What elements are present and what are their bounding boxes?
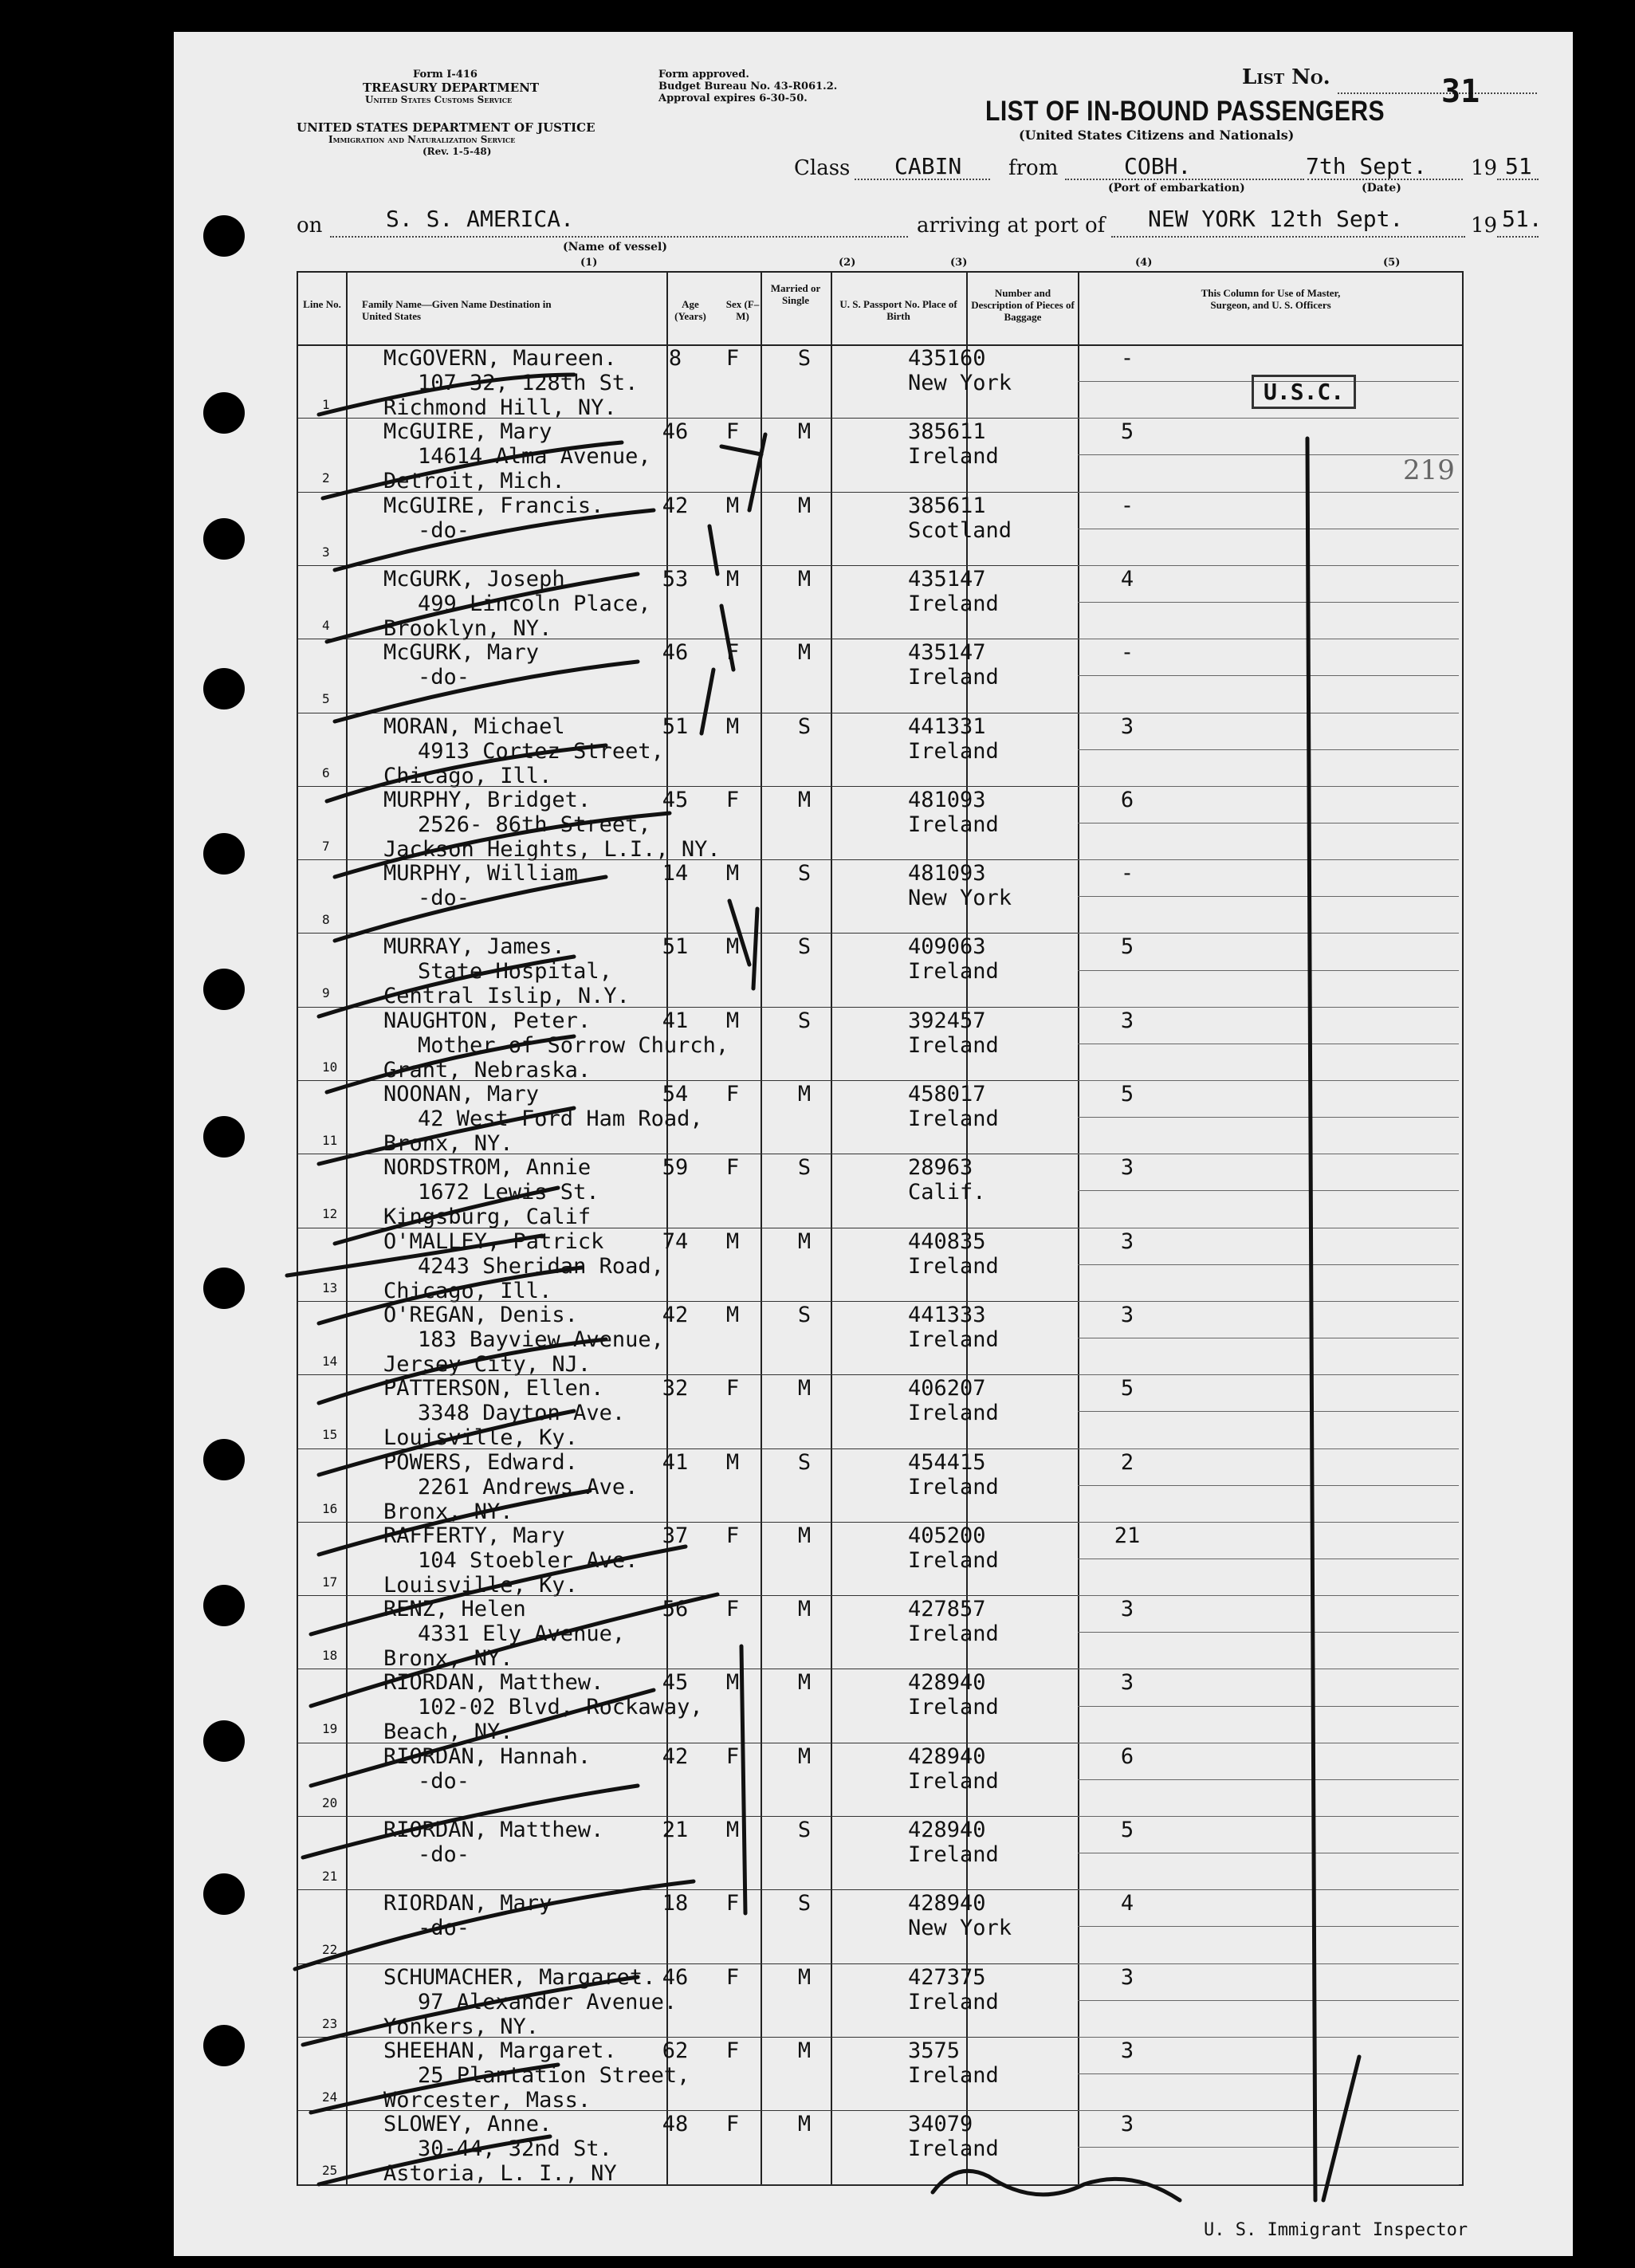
passenger-marital-status: M xyxy=(797,1670,812,1696)
passenger-sex: M xyxy=(725,1228,740,1254)
passenger-name: RIORDAN, Matthew. xyxy=(383,1818,604,1842)
passenger-address-line1: 14614 Alma Avenue, xyxy=(418,444,651,470)
passenger-address-line1: 4913 Cortez Street, xyxy=(418,738,664,764)
place-of-birth: Ireland xyxy=(908,2136,999,2162)
passenger-address-line2: Chicago, Ill. xyxy=(383,763,552,788)
passenger-name: MORAN, Michael xyxy=(383,713,565,739)
page-annotation-number: 219 xyxy=(1403,454,1455,486)
passenger-address-line2: Detroit, Mich. xyxy=(383,469,565,494)
passenger-sex: M xyxy=(725,493,740,518)
passport-number: 409063 xyxy=(908,934,986,960)
passenger-name: PATTERSON, Ellen. xyxy=(383,1376,604,1401)
passenger-sex: F xyxy=(725,1964,740,1990)
passport-number: 3575 xyxy=(908,2038,961,2063)
passenger-name: POWERS, Edward. xyxy=(383,1449,578,1475)
col-header-name: Family Name—Given Name Destination in United States xyxy=(362,298,552,322)
place-of-birth: Ireland xyxy=(908,1989,999,2014)
passenger-sex: M xyxy=(725,1302,740,1327)
passenger-age: 46 xyxy=(662,640,689,666)
passenger-age: 42 xyxy=(662,1302,689,1327)
place-of-birth: New York xyxy=(908,1916,1012,1941)
on-label: on xyxy=(297,214,323,238)
col-header-married: Married or Single xyxy=(770,282,821,306)
passenger-name: NAUGHTON, Peter. xyxy=(383,1008,592,1033)
passenger-age: 51 xyxy=(662,934,689,960)
line-number: 8 xyxy=(322,912,330,928)
col-header-passport: U. S. Passport No. Place of Birth xyxy=(839,298,957,322)
place-of-birth: Ireland xyxy=(908,2062,999,2088)
passenger-name: SLOWEY, Anne. xyxy=(383,2112,552,2137)
passenger-sex: M xyxy=(725,1670,740,1696)
passenger-address-line1: 1672 Lewis St. xyxy=(418,1180,599,1205)
passport-number: 406207 xyxy=(908,1376,986,1401)
passenger-marital-status: M xyxy=(797,1228,812,1254)
passenger-sex: F xyxy=(725,2038,740,2063)
passenger-address-line1: 2526- 86th Street, xyxy=(418,812,651,837)
line-number: 5 xyxy=(322,691,330,707)
passenger-age: 56 xyxy=(662,1597,689,1622)
line-number: 17 xyxy=(322,1574,338,1590)
line-number: 24 xyxy=(322,2089,338,2105)
baggage-count: 3 xyxy=(1120,1008,1134,1033)
passenger-sex: M xyxy=(725,1449,740,1475)
passenger-address-line2: Bronx, NY. xyxy=(383,1499,513,1524)
passenger-age: 21 xyxy=(662,1818,689,1842)
place-of-birth: Ireland xyxy=(908,812,999,837)
passenger-address-line2: Kingsburg, Calif xyxy=(383,1205,592,1230)
passenger-marital-status: M xyxy=(797,787,812,812)
line-number: 6 xyxy=(322,765,330,780)
departure-date: 7th Sept. xyxy=(1306,153,1427,179)
place-of-birth: Ireland xyxy=(908,1768,999,1794)
baggage-count: 4 xyxy=(1120,1891,1134,1916)
usc-stamp: U.S.C. xyxy=(1252,375,1356,409)
baggage-count: 6 xyxy=(1120,787,1134,812)
passenger-address-line2: Astoria, L. I., NY xyxy=(383,2161,617,2187)
passenger-name: McGUIRE, Francis. xyxy=(383,493,604,518)
passenger-address-line1: 3348 Dayton Ave. xyxy=(418,1401,626,1426)
line-number: 4 xyxy=(322,617,330,633)
passenger-name: RENZ, Helen xyxy=(383,1597,526,1622)
passenger-name: McGURK, Mary xyxy=(383,640,540,666)
passport-number: 385611 xyxy=(908,419,986,445)
place-of-birth: Ireland xyxy=(908,665,999,690)
baggage-count: 3 xyxy=(1120,1155,1134,1181)
place-of-birth: Ireland xyxy=(908,1253,999,1279)
baggage-count: 6 xyxy=(1120,1743,1134,1769)
passenger-age: 53 xyxy=(662,566,689,592)
ins-service: Immigration and Naturalization Service xyxy=(328,134,516,145)
passenger-marital-status: S xyxy=(797,1818,812,1842)
baggage-count: 3 xyxy=(1120,1964,1134,1990)
date-caption: (Date) xyxy=(1362,182,1401,195)
passport-number: 454415 xyxy=(908,1449,986,1475)
column-no-4: (4) xyxy=(1135,257,1153,269)
passenger-marital-status: S xyxy=(797,1891,812,1916)
passenger-age: 62 xyxy=(662,2038,689,2063)
line-number: 14 xyxy=(322,1353,338,1369)
passenger-name: O'REGAN, Denis. xyxy=(383,1302,578,1327)
passenger-address-line2: Worcester, Mass. xyxy=(383,2087,592,2113)
passenger-address-line2: Yonkers, NY. xyxy=(383,2014,540,2039)
passenger-age: 45 xyxy=(662,1670,689,1696)
baggage-count: 5 xyxy=(1120,1082,1134,1106)
passenger-age: 8 xyxy=(668,346,682,371)
passport-number: 428940 xyxy=(908,1818,986,1842)
col-header-line-no: Line No. xyxy=(303,298,341,310)
col-header-officers: This Column for Use of Master, Surgeon, and U. S. Officers xyxy=(1201,287,1341,311)
baggage-count: 4 xyxy=(1120,566,1134,592)
passenger-name: McGOVERN, Maureen. xyxy=(383,346,617,371)
passenger-name: MURRAY, James. xyxy=(383,934,565,960)
passenger-age: 42 xyxy=(662,493,689,518)
class-label: Class xyxy=(794,156,851,180)
line-number: 13 xyxy=(322,1279,338,1295)
baggage-count: 5 xyxy=(1120,419,1134,445)
passenger-age: 59 xyxy=(662,1155,689,1181)
baggage-count: 5 xyxy=(1120,1818,1134,1842)
passenger-sex: F xyxy=(725,1523,740,1548)
column-no-3: (3) xyxy=(950,257,968,269)
passenger-address-line1: -do- xyxy=(418,1768,470,1794)
passport-number: 481093 xyxy=(908,787,986,812)
passenger-name: RAFFERTY, Mary xyxy=(383,1523,565,1548)
place-of-birth: Ireland xyxy=(908,738,999,764)
passenger-name: RIORDAN, Mary xyxy=(383,1891,552,1916)
list-no-value: 31 xyxy=(1441,73,1480,110)
vessel-column-no: (1) xyxy=(580,257,598,269)
passenger-address-line2: Bronx, NY. xyxy=(383,1646,513,1672)
line-number: 9 xyxy=(322,985,330,1001)
customs-service: United States Customs Service xyxy=(365,94,513,105)
line-number: 2 xyxy=(322,470,330,486)
passenger-address-line2: Louisville, Ky. xyxy=(383,1425,578,1451)
passport-number: 405200 xyxy=(908,1523,986,1548)
treasury-department: TREASURY DEPARTMENT xyxy=(363,81,540,95)
arrival-year-prefix: 19 xyxy=(1471,214,1498,238)
passport-number: 28963 xyxy=(908,1155,973,1181)
passenger-sex: F xyxy=(725,1376,740,1401)
passenger-address-line1: 4331 Ely Avenue, xyxy=(418,1621,626,1647)
line-number: 11 xyxy=(322,1133,338,1148)
baggage-count: 3 xyxy=(1120,2038,1134,2063)
passenger-name: NOONAN, Mary xyxy=(383,1082,540,1106)
manifest-subtitle: (United States Citizens and Nationals) xyxy=(1019,128,1295,143)
baggage-count: - xyxy=(1120,861,1134,886)
passenger-marital-status: M xyxy=(797,640,812,666)
passenger-address-line2: Bronx, NY. xyxy=(383,1131,513,1156)
passenger-address-line1: 25 Plantation Street, xyxy=(418,2062,690,2088)
from-label: from xyxy=(1008,156,1059,180)
passenger-marital-status: S xyxy=(797,1449,812,1475)
passenger-address-line2: Louisville, Ky. xyxy=(383,1572,578,1598)
passenger-age: 46 xyxy=(662,419,689,445)
passenger-address-line2: Chicago, Ill. xyxy=(383,1278,552,1303)
passport-number: 427857 xyxy=(908,1597,986,1622)
passenger-sex: M xyxy=(725,1008,740,1033)
column-no-2: (2) xyxy=(839,257,856,269)
passenger-marital-status: M xyxy=(797,1597,812,1622)
passenger-sex: M xyxy=(725,566,740,592)
baggage-count: 3 xyxy=(1120,1228,1134,1254)
passenger-sex: M xyxy=(725,1818,740,1842)
col-header-age: Age (Years) xyxy=(674,298,706,322)
line-number: 3 xyxy=(322,544,330,560)
place-of-birth: Ireland xyxy=(908,1327,999,1352)
place-of-birth: Ireland xyxy=(908,1547,999,1573)
passenger-name: MURPHY, William xyxy=(383,861,578,886)
passenger-sex: F xyxy=(725,2112,740,2137)
passenger-marital-status: M xyxy=(797,1376,812,1401)
passport-number: 34079 xyxy=(908,2112,973,2137)
passenger-age: 51 xyxy=(662,713,689,739)
passenger-address-line1: -do- xyxy=(418,665,470,690)
passenger-age: 42 xyxy=(662,1743,689,1769)
place-of-birth: Ireland xyxy=(908,1401,999,1426)
line-number: 1 xyxy=(322,397,330,412)
passenger-name: NORDSTROM, Annie xyxy=(383,1155,592,1181)
passenger-address-line1: 102-02 Blvd, Rockaway, xyxy=(418,1695,703,1720)
passport-number: 427375 xyxy=(908,1964,986,1990)
passenger-sex: F xyxy=(725,787,740,812)
form-revision: (Rev. 1-5-48) xyxy=(423,146,492,157)
place-of-birth: Scotland xyxy=(908,517,1012,543)
passenger-age: 48 xyxy=(662,2112,689,2137)
passenger-age: 46 xyxy=(662,1964,689,1990)
passenger-sex: F xyxy=(725,1082,740,1106)
passenger-age: 14 xyxy=(662,861,689,886)
passenger-sex: F xyxy=(725,346,740,371)
passenger-address-line2: Beach, NY. xyxy=(383,1720,513,1745)
passport-number: 481093 xyxy=(908,861,986,886)
passenger-marital-status: S xyxy=(797,1302,812,1327)
baggage-count: 5 xyxy=(1120,1376,1134,1401)
line-number: 10 xyxy=(322,1059,338,1075)
baggage-count: 21 xyxy=(1114,1523,1141,1548)
passport-number: 441331 xyxy=(908,713,986,739)
passport-number: 428940 xyxy=(908,1891,986,1916)
passenger-address-line1: 97 Alexander Avenue. xyxy=(418,1989,678,2014)
passenger-name: SCHUMACHER, Margaret. xyxy=(383,1964,656,1990)
passport-number: 435160 xyxy=(908,346,986,371)
passenger-name: O'MALLEY, Patrick xyxy=(383,1228,604,1254)
year-prefix: 19 xyxy=(1471,156,1498,180)
passenger-sex: F xyxy=(725,1743,740,1769)
passenger-marital-status: M xyxy=(797,566,812,592)
passenger-address-line2: Richmond Hill, NY. xyxy=(383,395,617,420)
line-number: 12 xyxy=(322,1206,338,1222)
passenger-address-line2: Jersey City, NJ. xyxy=(383,1351,592,1377)
passenger-marital-status: M xyxy=(797,1964,812,1990)
passenger-marital-status: S xyxy=(797,713,812,739)
passenger-marital-status: M xyxy=(797,2112,812,2137)
passenger-age: 37 xyxy=(662,1523,689,1548)
passenger-age: 45 xyxy=(662,787,689,812)
passenger-age: 18 xyxy=(662,1891,689,1916)
baggage-count: 3 xyxy=(1120,2112,1134,2137)
baggage-count: 3 xyxy=(1120,1302,1134,1327)
passenger-name: MURPHY, Bridget. xyxy=(383,787,592,812)
arrival-port-date: NEW YORK 12th Sept. xyxy=(1148,206,1404,232)
passport-number: 428940 xyxy=(908,1670,986,1696)
baggage-count: - xyxy=(1120,493,1134,518)
passenger-marital-status: S xyxy=(797,934,812,960)
place-of-birth: Ireland xyxy=(908,1695,999,1720)
passenger-address-line1: 107-32, 128th St. xyxy=(418,371,639,395)
baggage-count: 2 xyxy=(1120,1449,1134,1475)
arrival-year: 51. xyxy=(1502,206,1543,232)
passenger-address-line2: Jackson Heights, L.I., NY. xyxy=(383,836,721,862)
baggage-count: - xyxy=(1120,346,1134,371)
passenger-marital-status: M xyxy=(797,1082,812,1106)
passport-number: 428940 xyxy=(908,1743,986,1769)
column-no-5: (5) xyxy=(1383,257,1401,269)
passenger-sex: F xyxy=(725,1597,740,1622)
class-value: CABIN xyxy=(894,153,962,179)
passenger-address-line1: -do- xyxy=(418,1842,470,1867)
form-number: Form I-416 xyxy=(413,69,478,81)
vessel-name: S. S. AMERICA. xyxy=(386,206,575,232)
place-of-birth: Ireland xyxy=(908,1621,999,1647)
place-of-birth: Ireland xyxy=(908,1106,999,1131)
line-number: 7 xyxy=(322,838,330,854)
passport-number: 440835 xyxy=(908,1228,986,1254)
arriving-label: arriving at port of xyxy=(917,214,1106,238)
passenger-sex: M xyxy=(725,861,740,886)
passenger-name: SHEEHAN, Margaret. xyxy=(383,2038,617,2063)
passenger-address-line1: -do- xyxy=(418,517,470,543)
line-number: 20 xyxy=(322,1794,338,1810)
passenger-marital-status: M xyxy=(797,493,812,518)
passenger-name: McGUIRE, Mary xyxy=(383,419,552,445)
passport-number: 392457 xyxy=(908,1008,986,1033)
passenger-address-line1: 4243 Sheridan Road, xyxy=(418,1253,664,1279)
line-number: 22 xyxy=(322,1942,338,1958)
place-of-birth: New York xyxy=(908,371,1012,395)
line-number: 19 xyxy=(322,1721,338,1737)
passenger-marital-status: M xyxy=(797,2038,812,2063)
passenger-address-line1: -do- xyxy=(418,886,470,911)
baggage-count: 3 xyxy=(1120,713,1134,739)
passenger-address-line1: 2261 Andrews Ave. xyxy=(418,1474,639,1500)
place-of-birth: Ireland xyxy=(908,959,999,985)
inspector-signature-label: U. S. Immigrant Inspector xyxy=(1204,2220,1468,2240)
passport-number: 458017 xyxy=(908,1082,986,1106)
port-caption: (Port of embarkation) xyxy=(1108,182,1245,195)
place-of-birth: Ireland xyxy=(908,1842,999,1867)
passenger-age: 54 xyxy=(662,1082,689,1106)
passenger-name: RIORDAN, Hannah. xyxy=(383,1743,592,1769)
passenger-address-line1: 42 West Ford Ham Road, xyxy=(418,1106,703,1131)
passenger-address-line2: Brooklyn, NY. xyxy=(383,615,552,641)
place-of-birth: New York xyxy=(908,886,1012,911)
passenger-address-line1: 104 Stoebler Ave. xyxy=(418,1547,639,1573)
passenger-address-line1: 30-44, 32nd St. xyxy=(418,2136,612,2162)
col-header-sex: Sex (F–M) xyxy=(725,298,760,322)
passenger-marital-status: S xyxy=(797,861,812,886)
passenger-name: RIORDAN, Matthew. xyxy=(383,1670,604,1696)
form-approved: Form approved. xyxy=(658,69,749,81)
passenger-sex: F xyxy=(725,1155,740,1181)
line-number: 23 xyxy=(322,2015,338,2031)
passport-number: 441333 xyxy=(908,1302,986,1327)
passenger-age: 41 xyxy=(662,1008,689,1033)
baggage-count: 3 xyxy=(1120,1670,1134,1696)
passenger-sex: F xyxy=(725,419,740,445)
passenger-marital-status: M xyxy=(797,1743,812,1769)
baggage-count: - xyxy=(1120,640,1134,666)
line-number: 25 xyxy=(322,2163,338,2179)
baggage-count: 3 xyxy=(1120,1597,1134,1622)
passenger-address-line1: 499 Lincoln Place, xyxy=(418,591,651,616)
passenger-marital-status: S xyxy=(797,1008,812,1033)
passenger-marital-status: M xyxy=(797,419,812,445)
line-number: 21 xyxy=(322,1869,338,1884)
col-header-baggage: Number and Description of Pieces of Baggage xyxy=(971,287,1075,323)
approval-expires: Approval expires 6-30-50. xyxy=(658,92,808,104)
passport-number: 435147 xyxy=(908,566,986,592)
passenger-marital-status: S xyxy=(797,346,812,371)
baggage-count: 5 xyxy=(1120,934,1134,960)
line-number: 18 xyxy=(322,1648,338,1664)
passenger-address-line2: Central Islip, N.Y. xyxy=(383,984,630,1009)
budget-bureau: Budget Bureau No. 43-R061.2. xyxy=(658,81,838,92)
place-of-birth: Ireland xyxy=(908,591,999,616)
passenger-sex: M xyxy=(725,934,740,960)
departure-year: 51 xyxy=(1505,153,1532,179)
department-of-justice: UNITED STATES DEPARTMENT OF JUSTICE xyxy=(297,120,595,135)
place-of-birth: Ireland xyxy=(908,444,999,470)
passenger-address-line1: -do- xyxy=(418,1916,470,1941)
passenger-sex: F xyxy=(725,640,740,666)
passenger-name: McGURK, Joseph xyxy=(383,566,565,592)
passenger-sex: M xyxy=(725,713,740,739)
passenger-age: 41 xyxy=(662,1449,689,1475)
passenger-age: 32 xyxy=(662,1376,689,1401)
line-number: 16 xyxy=(322,1500,338,1516)
passenger-marital-status: S xyxy=(797,1155,812,1181)
place-of-birth: Ireland xyxy=(908,1474,999,1500)
place-of-birth: Calif. xyxy=(908,1180,986,1205)
passenger-age: 74 xyxy=(662,1228,689,1254)
manifest-title: LIST OF IN-BOUND PASSENGERS xyxy=(985,96,1385,127)
passenger-address-line1: 183 Bayview Avenue, xyxy=(418,1327,664,1352)
passenger-marital-status: M xyxy=(797,1523,812,1548)
list-no-label: List No. xyxy=(1242,65,1330,89)
passenger-sex: F xyxy=(725,1891,740,1916)
passport-number: 385611 xyxy=(908,493,986,518)
passport-number: 435147 xyxy=(908,640,986,666)
passenger-address-line2: Grant, Nebraska. xyxy=(383,1057,592,1083)
line-number: 15 xyxy=(322,1427,338,1443)
passenger-address-line1: State Hospital, xyxy=(418,959,612,985)
embarkation-port: COBH. xyxy=(1124,153,1192,179)
passenger-address-line1: Mother of Sorrow Church, xyxy=(418,1032,729,1058)
vessel-caption: (Name of vessel) xyxy=(563,241,667,254)
place-of-birth: Ireland xyxy=(908,1032,999,1058)
